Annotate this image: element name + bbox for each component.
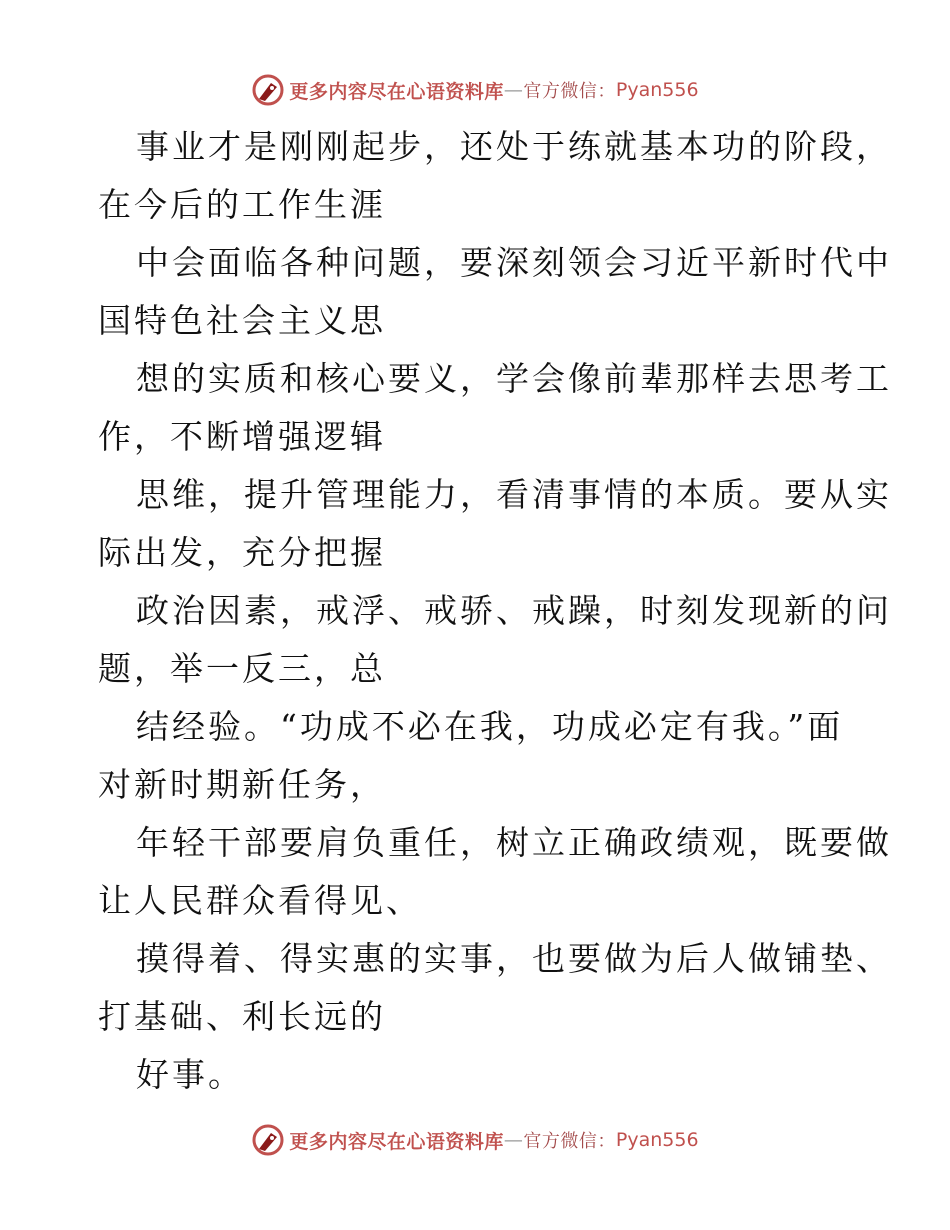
footer-banner [0,1120,950,1160]
body-line: 作，不断增强逻辑 [98,417,386,456]
body-line: 年轻干部要肩负重任，树立正确政绩观，既要做 [136,823,892,862]
body-line: 际出发，充分把握 [98,533,386,572]
body-line: 想的实质和核心要义，学会像前辈那样去思考工 [136,359,892,398]
header-dash: — [503,79,524,101]
pen-nib-logo-icon [251,1123,285,1157]
body-line: 政治因素，戒浮、戒骄、戒躁，时刻发现新的问 [136,591,892,630]
pen-nib-logo-icon [251,73,285,107]
body-line: 好事。 [136,1055,244,1094]
body-line: 中会面临各种问题，要深刻领会习近平新时代中 [136,243,892,282]
body-line: 国特色社会主义思 [98,301,386,340]
header-wechat-id: Pyan556 [615,79,699,101]
document-body [98,118,892,1104]
body-line: 事业才是刚刚起步，还处于练就基本功的阶段， [136,127,892,166]
header-banner [0,70,950,110]
body-line: 题，举一反三，总 [98,649,386,688]
header-official-label: 官方微信： [523,81,616,102]
body-line: 打基础、利长远的 [98,997,386,1036]
footer-title: 更多内容尽在心语资料库 [289,1130,504,1153]
body-line: 思维，提升管理能力，看清事情的本质。要从实 [136,475,892,514]
footer-official-label: 官方微信： [523,1131,616,1152]
body-line: 让人民群众看得见、 [98,881,422,920]
body-line: 结经验。“功成不必在我，功成必定有我。”面 [136,707,844,746]
header-title: 更多内容尽在心语资料库 [289,80,504,103]
body-line: 摸得着、得实惠的实事，也要做为后人做铺垫、 [136,939,892,978]
footer-wechat-id: Pyan556 [615,1129,699,1151]
body-line: 在今后的工作生涯 [98,185,386,224]
body-line: 对新时期新任务， [98,765,386,804]
footer-dash: — [503,1129,524,1151]
